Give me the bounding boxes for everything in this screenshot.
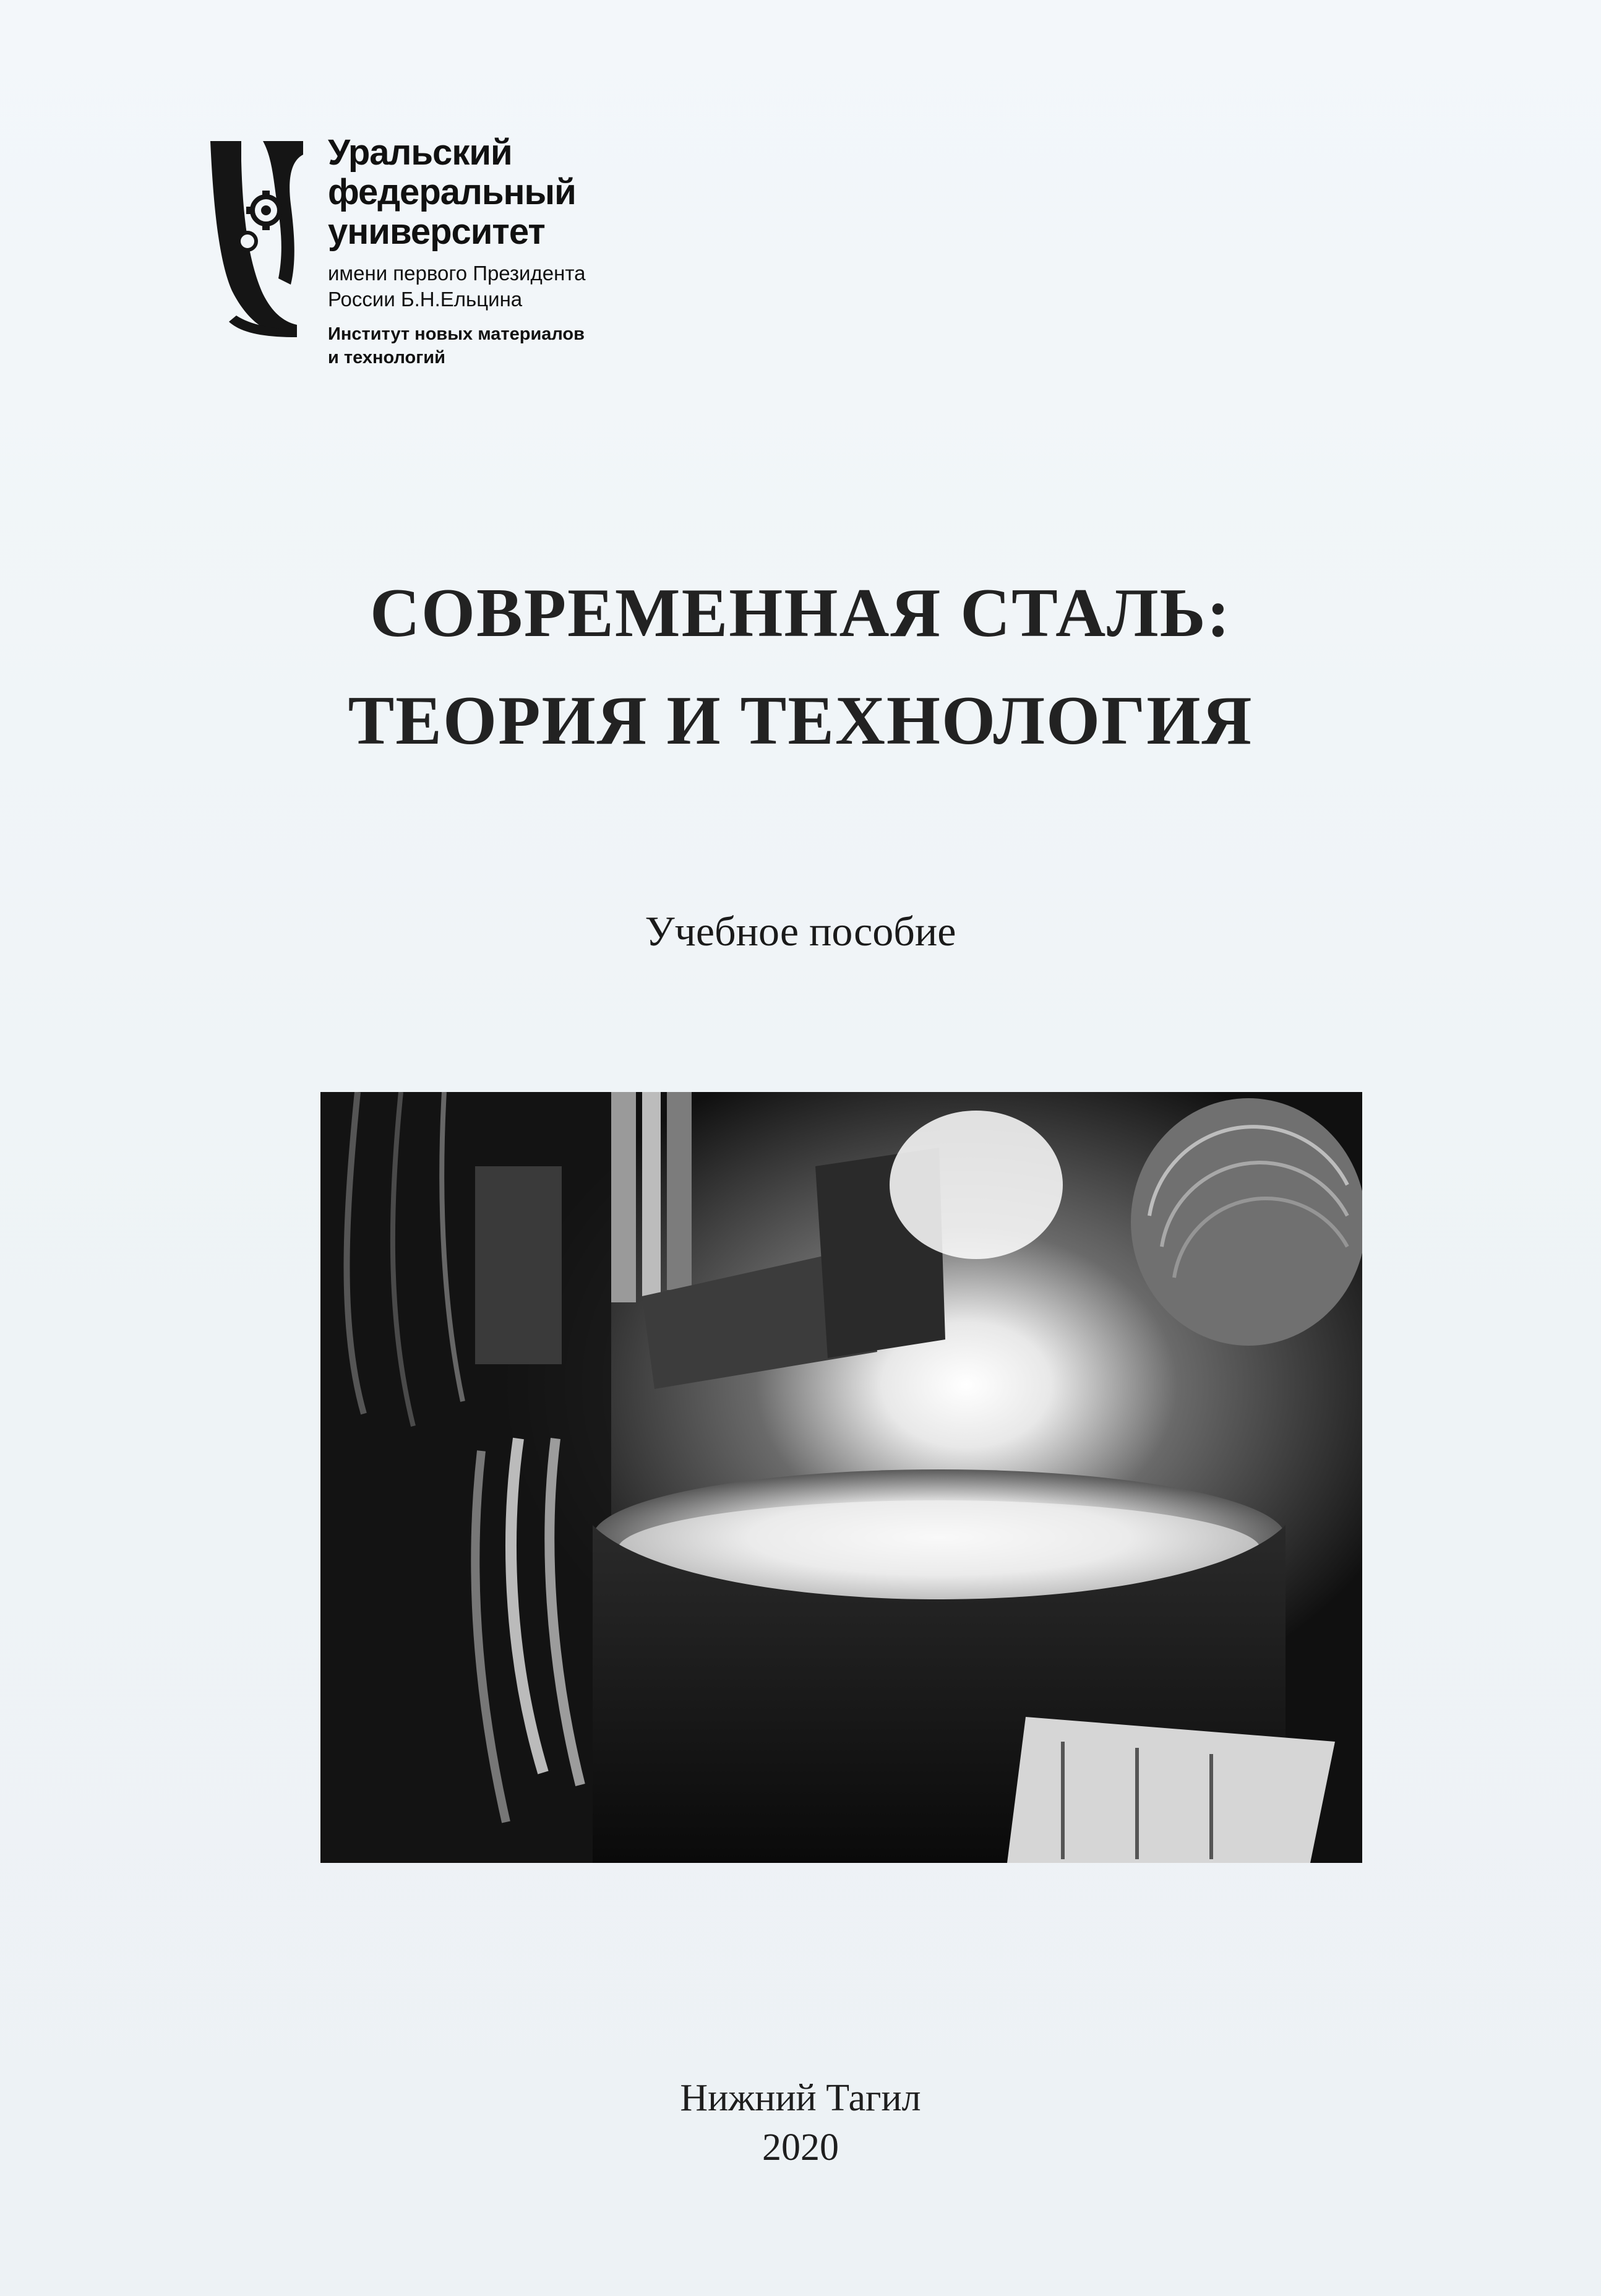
university-honorific: [328, 260, 650, 312]
book-title-line-2: ТЕОРИЯ И ТЕХНОЛОГИЯ: [348, 682, 1253, 759]
book-title-line-1: СОВРЕМЕННАЯ СТАЛЬ:: [370, 575, 1231, 651]
publication-year: 2020: [762, 2126, 839, 2169]
university-name-block: [328, 133, 650, 369]
book-subtitle: Учебное пособие: [645, 908, 956, 955]
university-name-line: Уральский: [328, 132, 512, 173]
publication-city: Нижний Тагил: [680, 2077, 921, 2119]
book-title: [0, 575, 1601, 759]
institute-name: [328, 322, 650, 369]
university-honorific-line: имени первого Президента: [328, 262, 586, 285]
steelmaking-furnace-photo: [320, 1092, 1362, 1863]
university-honorific-line: России Б.Н.Ельцина: [328, 288, 523, 311]
university-name-line: университет: [328, 212, 545, 252]
institute-name-line: Институт новых материалов: [328, 324, 585, 344]
institute-name-line: и технологий: [328, 348, 445, 368]
ural-federal-university-emblem-icon: [204, 136, 309, 340]
university-name-line: федеральный: [328, 172, 576, 212]
